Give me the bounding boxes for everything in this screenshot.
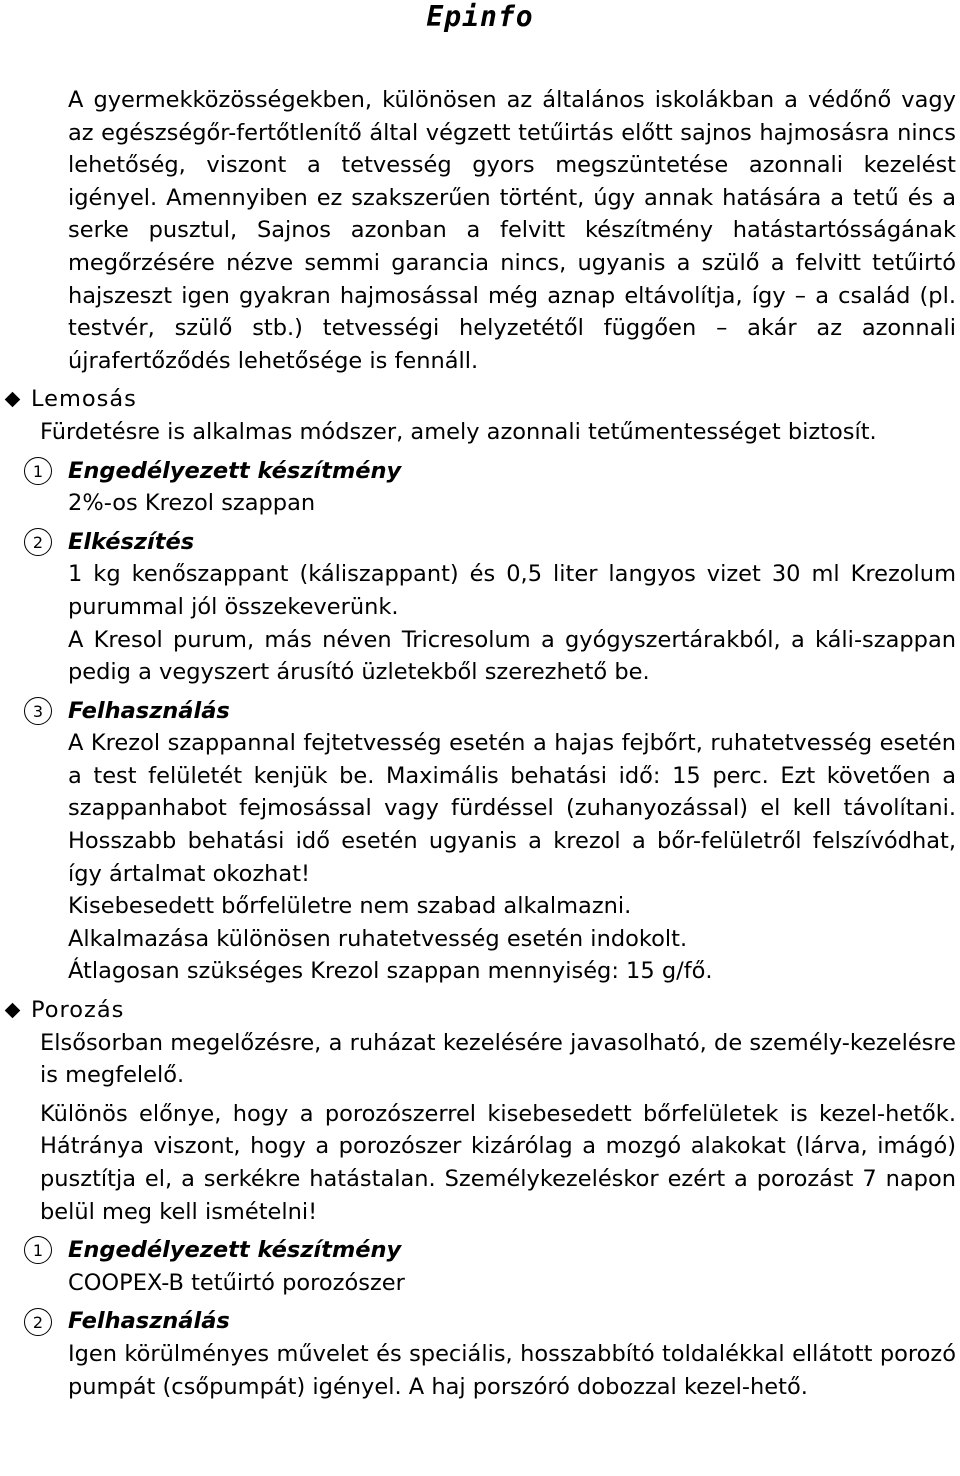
lemosas-item-3-paragraph: Kisebesedett bőrfelületre nem szabad alkalmazni. xyxy=(68,893,632,920)
circled-number-icon: 2 xyxy=(24,528,52,556)
lemosas-item-2-paragraph: A Kresol purum, más néven Tricresolum a gyógyszertárakból, a káli-szappan pedig a vegyszert árusító üzletekből szerezhető be. xyxy=(68,626,956,686)
circled-number-icon: 1 xyxy=(24,1236,52,1264)
item-title: Felhasználás xyxy=(68,1308,230,1335)
section-title: Porozás xyxy=(31,997,125,1024)
lemosas-item-1-heading xyxy=(24,455,960,488)
section-heading-lemosas xyxy=(0,383,960,416)
item-title: Felhasználás xyxy=(68,697,230,724)
lemosas-description: Fürdetésre is alkalmas módszer, amely azonnali tetűmentességet biztosít. xyxy=(40,418,877,445)
item-title: Engedélyezett készítmény xyxy=(68,457,402,484)
circled-number-icon: 2 xyxy=(24,1308,52,1336)
porozas-item-1-heading xyxy=(24,1234,960,1267)
lemosas-item-3-paragraph: A Krezol szappannal fejtetvesség esetén a hajas fejbőrt, ruhatetvesség esetén a test felületét kenjük be. Maximális behatási idő: 15 perc. Ezt követően a szappanhabot fejmosással vagy fürdéssel (zuhanyozással) el kell távolítani. Hosszabb behatási idő esetén ugyanis a krezol a bőr-felületről felszívódhat, így ártalmat okozhat! xyxy=(68,730,956,887)
lemosas-item-3-paragraph: Alkalmazása különösen ruhatetvesség esetén indokolt. xyxy=(68,925,688,952)
porozas-item-2-heading xyxy=(24,1305,960,1338)
lemosas-item-2-paragraph: 1 kg kenőszappant (káliszappant) és 0,5 liter langyos vizet 30 ml Krezolum purummal jól összekeverünk. xyxy=(68,561,956,620)
diamond-bullet-icon xyxy=(5,1003,21,1019)
porozas-paragraph: Különös előnye, hogy a porozószerrel kisebesedett bőrfelületek is kezel-hetők. Hátránya viszont, hogy a porozószer kizárólag a mozgó alakokat (lárva, imágó) pusztítja el, a serkékre hatástalan. Személykezeléskor ezért a porozást 7 napon belül meg kell ismételni! xyxy=(40,1100,956,1225)
circled-number-icon: 3 xyxy=(24,697,52,725)
section-heading-porozas xyxy=(0,994,960,1027)
document-body xyxy=(0,84,960,1403)
intro-paragraph: A gyermekközösségekben, különösen az általános iskolákban a védőnő vagy az egészségőr-fertőtlenítő által végzett tetűirtás előtt sajnos hajmosásra nincs lehetőség, viszont a tetvesség gyors megszüntetése azonnali kezelést igényel. Amennyiben ez szakszerűen történt, úgy annak hatására a tetű és a serke pusztul, Sajnos azonban a felvitt készítmény hatástartósságának megőrzésére nézve semmi garancia nincs, ugyanis a szülő a felvitt tetűirtó hajszeszt igen gyakran hajmosással még aznap eltávolítja, így – a család (pl. testvér, szülő stb.) tetvességi helyzetétől függően – akár az azonnali újrafertőződés lehetősége is fennáll. xyxy=(68,87,956,374)
circled-number-icon: 1 xyxy=(24,457,52,485)
item-title: Elkészítés xyxy=(68,528,195,555)
item-title: Engedélyezett készítmény xyxy=(68,1237,402,1264)
lemosas-item-2-heading xyxy=(24,526,960,559)
porozas-item-2-text: Igen körülményes művelet és speciális, hosszabbító toldalékkal ellátott porozó pumpát (csőpumpát) igényel. A haj porszóró dobozzal kezel-hető. xyxy=(68,1340,956,1400)
porozas-paragraph: Elsősorban megelőzésre, a ruházat kezelésére javasolható, de személy-kezelésre is megfelelő. xyxy=(40,1029,956,1089)
section-title: Lemosás xyxy=(31,386,137,413)
lemosas-item-3-heading xyxy=(24,695,960,728)
diamond-bullet-icon xyxy=(5,392,21,408)
porozas-item-1-text: COOPEX-B tetűirtó porozószer xyxy=(68,1269,405,1296)
lemosas-item-3-paragraph: Átlagosan szükséges Krezol szappan mennyiség: 15 g/fő. xyxy=(68,958,713,985)
lemosas-item-1-text: 2%-os Krezol szappan xyxy=(68,490,316,517)
page-header-title: Epinfo xyxy=(426,0,534,33)
